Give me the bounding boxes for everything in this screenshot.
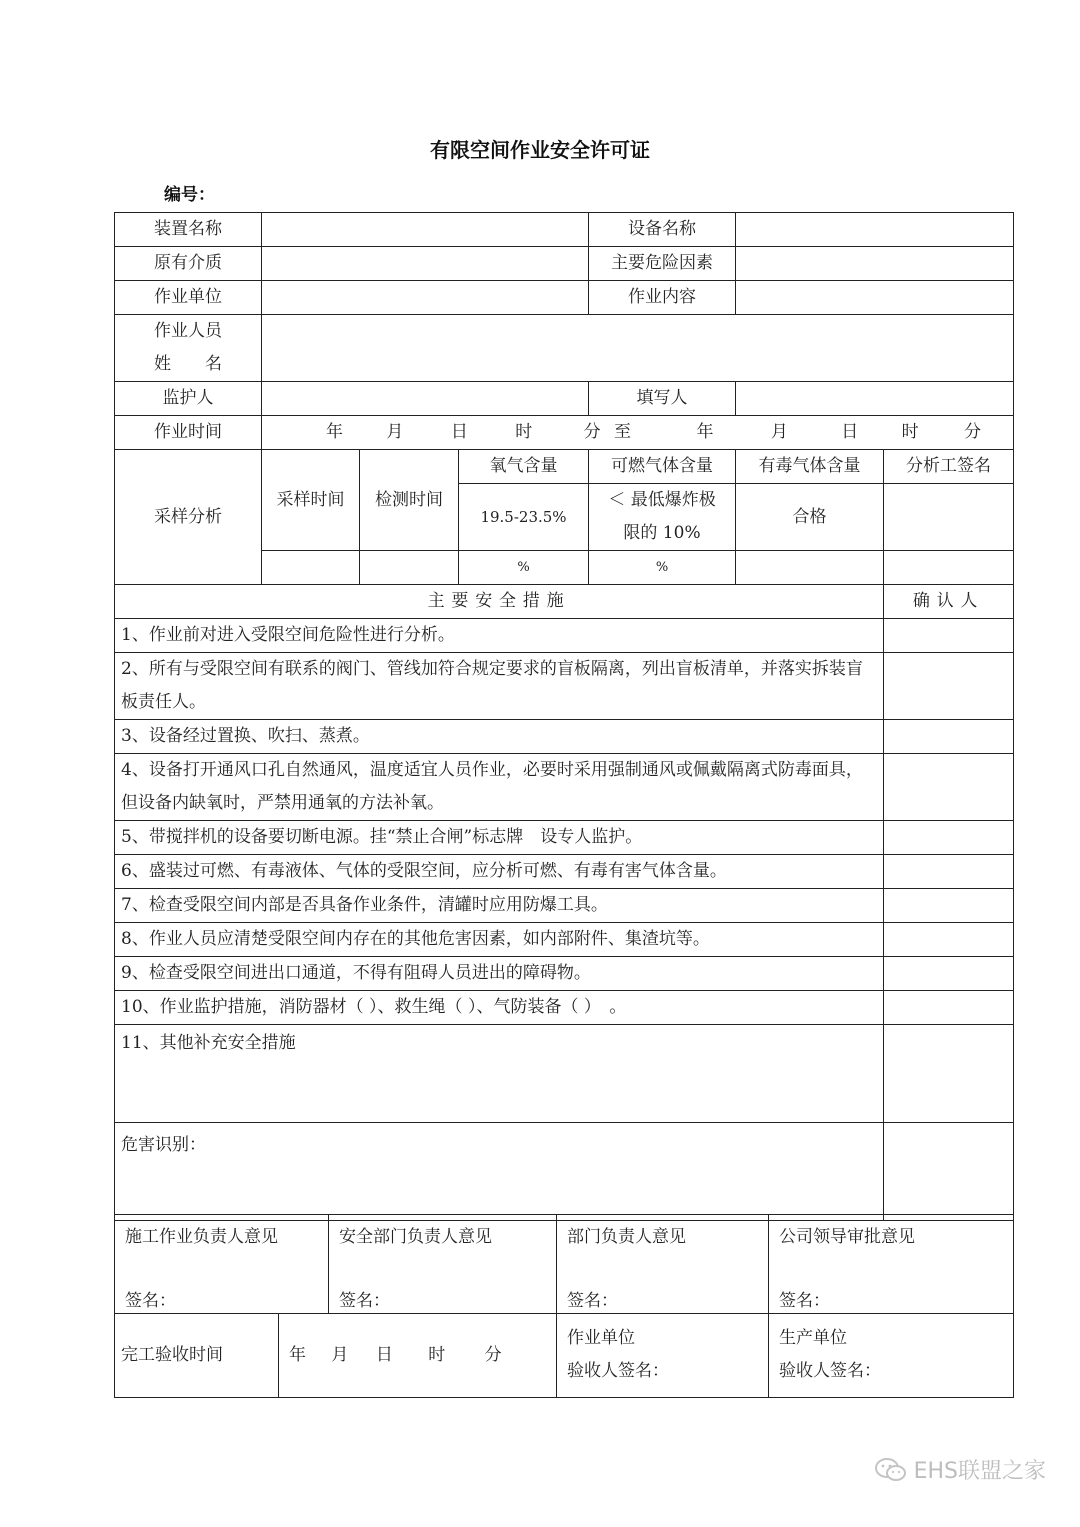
measure-item: 3、设备经过置换、吹扫、蒸煮。 — [115, 720, 884, 754]
watermark-text: EHS联盟之家 — [913, 1459, 1046, 1484]
confirm-field[interactable] — [884, 991, 1014, 1025]
work-time-label: 作业时间 — [115, 416, 262, 450]
original-medium-field[interactable] — [262, 247, 589, 281]
sign-label: 签名： — [567, 1291, 618, 1311]
time-unit: 分 — [484, 1344, 502, 1365]
time-unit: 年 — [326, 422, 343, 442]
confirm-field[interactable] — [884, 720, 1014, 754]
time-unit: 月 — [331, 1344, 349, 1365]
workers-field[interactable] — [262, 315, 1014, 382]
work-content-field[interactable] — [736, 281, 1014, 315]
prod-unit-acceptance-sign: 验收人签名： — [779, 1361, 881, 1381]
sampling-label: 采样分析 — [115, 450, 262, 585]
oxygen-label: 氧气含量 — [459, 450, 589, 484]
toxic-standard: 合格 — [736, 484, 884, 551]
work-unit-field[interactable] — [262, 281, 589, 315]
safety-dept-opinion-cell[interactable] — [329, 1215, 557, 1314]
measure-item: 2、所有与受限空间有联系的阀门、管线加符合规定要求的盲板隔离，列出盲板清单，并落实拆装盲板责任人。 — [115, 653, 884, 720]
equipment-name-field[interactable] — [736, 213, 1014, 247]
sample-time-field[interactable] — [262, 551, 360, 585]
permit-main-table — [114, 212, 1013, 1221]
dept-head-opinion-label: 部门负责人意见 — [567, 1227, 686, 1247]
filler-label: 填写人 — [589, 382, 736, 416]
guardian-label: 监护人 — [115, 382, 262, 416]
construction-opinion-label: 施工作业负责人意见 — [125, 1227, 278, 1247]
completion-time-field[interactable] — [279, 1313, 557, 1397]
sample-time-label: 采样时间 — [262, 450, 360, 551]
measure-item: 7、检查受限空间内部是否具备作业条件，清罐时应用防爆工具。 — [115, 889, 884, 923]
combustible-standard-line2: 限的 10% — [623, 523, 701, 543]
time-unit: 日 — [375, 1344, 393, 1365]
confirm-field[interactable] — [884, 957, 1014, 991]
confirm-field[interactable] — [884, 754, 1014, 821]
time-unit: 时 — [515, 422, 533, 442]
analyst-sign-label: 分析工签名 — [884, 450, 1014, 484]
dept-head-opinion-cell[interactable] — [557, 1215, 769, 1314]
time-unit: 至 — [614, 422, 632, 442]
serial-number-label: 编号： — [164, 185, 215, 205]
time-unit: 日 — [841, 422, 859, 442]
test-time-field[interactable] — [360, 551, 459, 585]
measure-item: 5、带搅拌机的设备要切断电源。挂“禁止合闸”标志牌 设专人监护。 — [115, 821, 884, 855]
confirm-field[interactable] — [884, 619, 1014, 653]
form-title: 有限空间作业安全许可证 — [430, 138, 650, 162]
main-hazards-field[interactable] — [736, 247, 1014, 281]
time-unit: 年 — [289, 1344, 306, 1365]
hazard-identification[interactable]: 危害识别： — [115, 1123, 884, 1221]
time-unit: 日 — [450, 422, 468, 442]
workers-label — [115, 315, 262, 382]
work-unit-acceptance-sign: 验收人签名： — [567, 1361, 669, 1381]
test-time-label: 检测时间 — [360, 450, 459, 551]
company-leader-opinion-cell[interactable] — [769, 1215, 1014, 1314]
construction-opinion-cell[interactable] — [115, 1215, 329, 1314]
permit-approval-table — [114, 1214, 1013, 1398]
confirm-field[interactable] — [884, 889, 1014, 923]
time-unit: 分 — [583, 422, 601, 442]
prod-unit-acceptance-cell[interactable] — [769, 1313, 1014, 1397]
work-content-label: 作业内容 — [589, 281, 736, 315]
workers-label-line1: 作业人员 — [154, 321, 222, 341]
safety-dept-opinion-label: 安全部门负责人意见 — [339, 1227, 492, 1247]
time-unit: 月 — [770, 422, 788, 442]
work-unit-label: 作业单位 — [115, 281, 262, 315]
measure-item: 10、作业监护措施，消防器材（ ）、救生绳（ ）、气防装备（ ） 。 — [115, 991, 884, 1025]
guardian-field[interactable] — [262, 382, 589, 416]
confirm-field[interactable] — [884, 923, 1014, 957]
analyst-sign-value-field[interactable] — [884, 551, 1014, 585]
device-name-label: 装置名称 — [115, 213, 262, 247]
watermark — [874, 1454, 1046, 1485]
sign-label: 签名： — [339, 1291, 390, 1311]
prod-unit-acceptance-label: 生产单位 — [779, 1328, 847, 1348]
confirm-field[interactable] — [884, 1123, 1014, 1221]
workers-label-line2: 姓 名 — [154, 354, 222, 374]
filler-field[interactable] — [736, 382, 1014, 416]
measure-item: 1、作业前对进入受限空间危险性进行分析。 — [115, 619, 884, 653]
confirm-field[interactable] — [884, 653, 1014, 720]
original-medium-label: 原有介质 — [115, 247, 262, 281]
oxygen-standard: 19.5-23.5% — [459, 484, 589, 551]
combustible-label: 可燃气体含量 — [589, 450, 736, 484]
confirm-field[interactable] — [884, 1025, 1014, 1123]
time-unit: 分 — [964, 422, 982, 442]
combustible-standard — [589, 484, 736, 551]
wechat-icon — [874, 1457, 908, 1483]
time-unit: 年 — [696, 422, 714, 442]
measure-item-other[interactable]: 11、其他补充安全措施 — [115, 1025, 884, 1123]
main-hazards-label: 主要危险因素 — [589, 247, 736, 281]
confirm-field[interactable] — [884, 821, 1014, 855]
measure-item: 6、盛装过可燃、有毒液体、气体的受限空间，应分析可燃、有毒有害气体含量。 — [115, 855, 884, 889]
sign-label: 签名： — [125, 1291, 176, 1311]
work-unit-acceptance-cell[interactable] — [557, 1313, 769, 1397]
measure-item: 9、检查受限空间进出口通道，不得有阻碍人员进出的障碍物。 — [115, 957, 884, 991]
combustible-standard-line1: ＜ 最低爆炸极 — [608, 490, 716, 510]
time-unit: 时 — [901, 422, 919, 442]
oxygen-value-field[interactable]: % — [459, 551, 589, 585]
work-time-field[interactable] — [262, 416, 1014, 450]
measures-header: 主要安全措施 — [115, 585, 884, 619]
confirm-field[interactable] — [884, 855, 1014, 889]
combustible-value-field[interactable]: % — [589, 551, 736, 585]
company-leader-opinion-label: 公司领导审批意见 — [779, 1227, 915, 1247]
measure-item: 8、作业人员应清楚受限空间内存在的其他危害因素，如内部附件、集渣坑等。 — [115, 923, 884, 957]
time-unit: 月 — [386, 422, 404, 442]
sign-label: 签名： — [779, 1291, 830, 1311]
toxic-value-field[interactable] — [736, 551, 884, 585]
completion-time-label: 完工验收时间 — [115, 1313, 279, 1397]
analyst-sign-field[interactable] — [884, 484, 1014, 551]
confirm-header: 确认人 — [884, 585, 1014, 619]
work-unit-acceptance-label: 作业单位 — [567, 1328, 635, 1348]
device-name-field[interactable] — [262, 213, 589, 247]
equipment-name-label: 设备名称 — [589, 213, 736, 247]
time-unit: 时 — [428, 1344, 446, 1365]
measure-item: 4、设备打开通风口孔自然通风，温度适宜人员作业，必要时采用强制通风或佩戴隔离式防毒面具，但设备内缺氧时，严禁用通氧的方法补氧。 — [115, 754, 884, 821]
toxic-label: 有毒气体含量 — [736, 450, 884, 484]
